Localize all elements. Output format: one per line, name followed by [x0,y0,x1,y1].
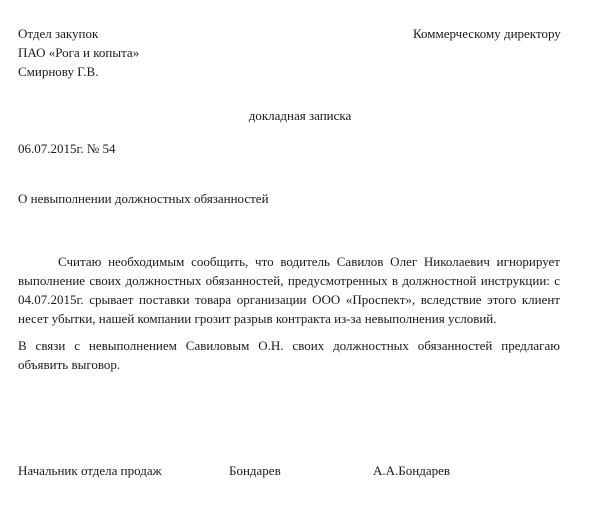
document-subject: О невыполнении должностных обязанностей [18,191,269,206]
date-and-number: 06.07.2015г. № 54 [18,141,116,156]
document-title: докладная записка [248,108,352,123]
body-paragraph-2: В связи с невыполнением Савиловым О.Н. своих должностных обязанностей предлагаю объявить выговор. [18,338,560,372]
signature-position: Начальник отдела продаж [18,463,162,478]
sender-block [18,24,139,81]
recipient: Коммерческому директору [413,26,561,41]
sender-department: Отдел закупок [18,26,99,41]
sender-person: Смирнову Г.В. [18,64,99,79]
sender-company: ПАО «Рога и копыта» [18,45,140,60]
document-body [18,252,560,374]
signature-name: А.А.Бондарев [373,463,450,478]
body-paragraph-1: Считаю необходимым сообщить, что водитель Савилов Олег Николаевич игнорирует выполнение своих должностных обязанностей, предусмотренных в должностной инструкции: с 04.07.2015г. срывает поставки товара организации ООО «Проспект», вследствие этого клиент несет убытки, нашей компании грозит разрыв контракта из-за невыполнения условий. [18,254,560,326]
signature-handwritten: Бондарев [229,463,281,478]
